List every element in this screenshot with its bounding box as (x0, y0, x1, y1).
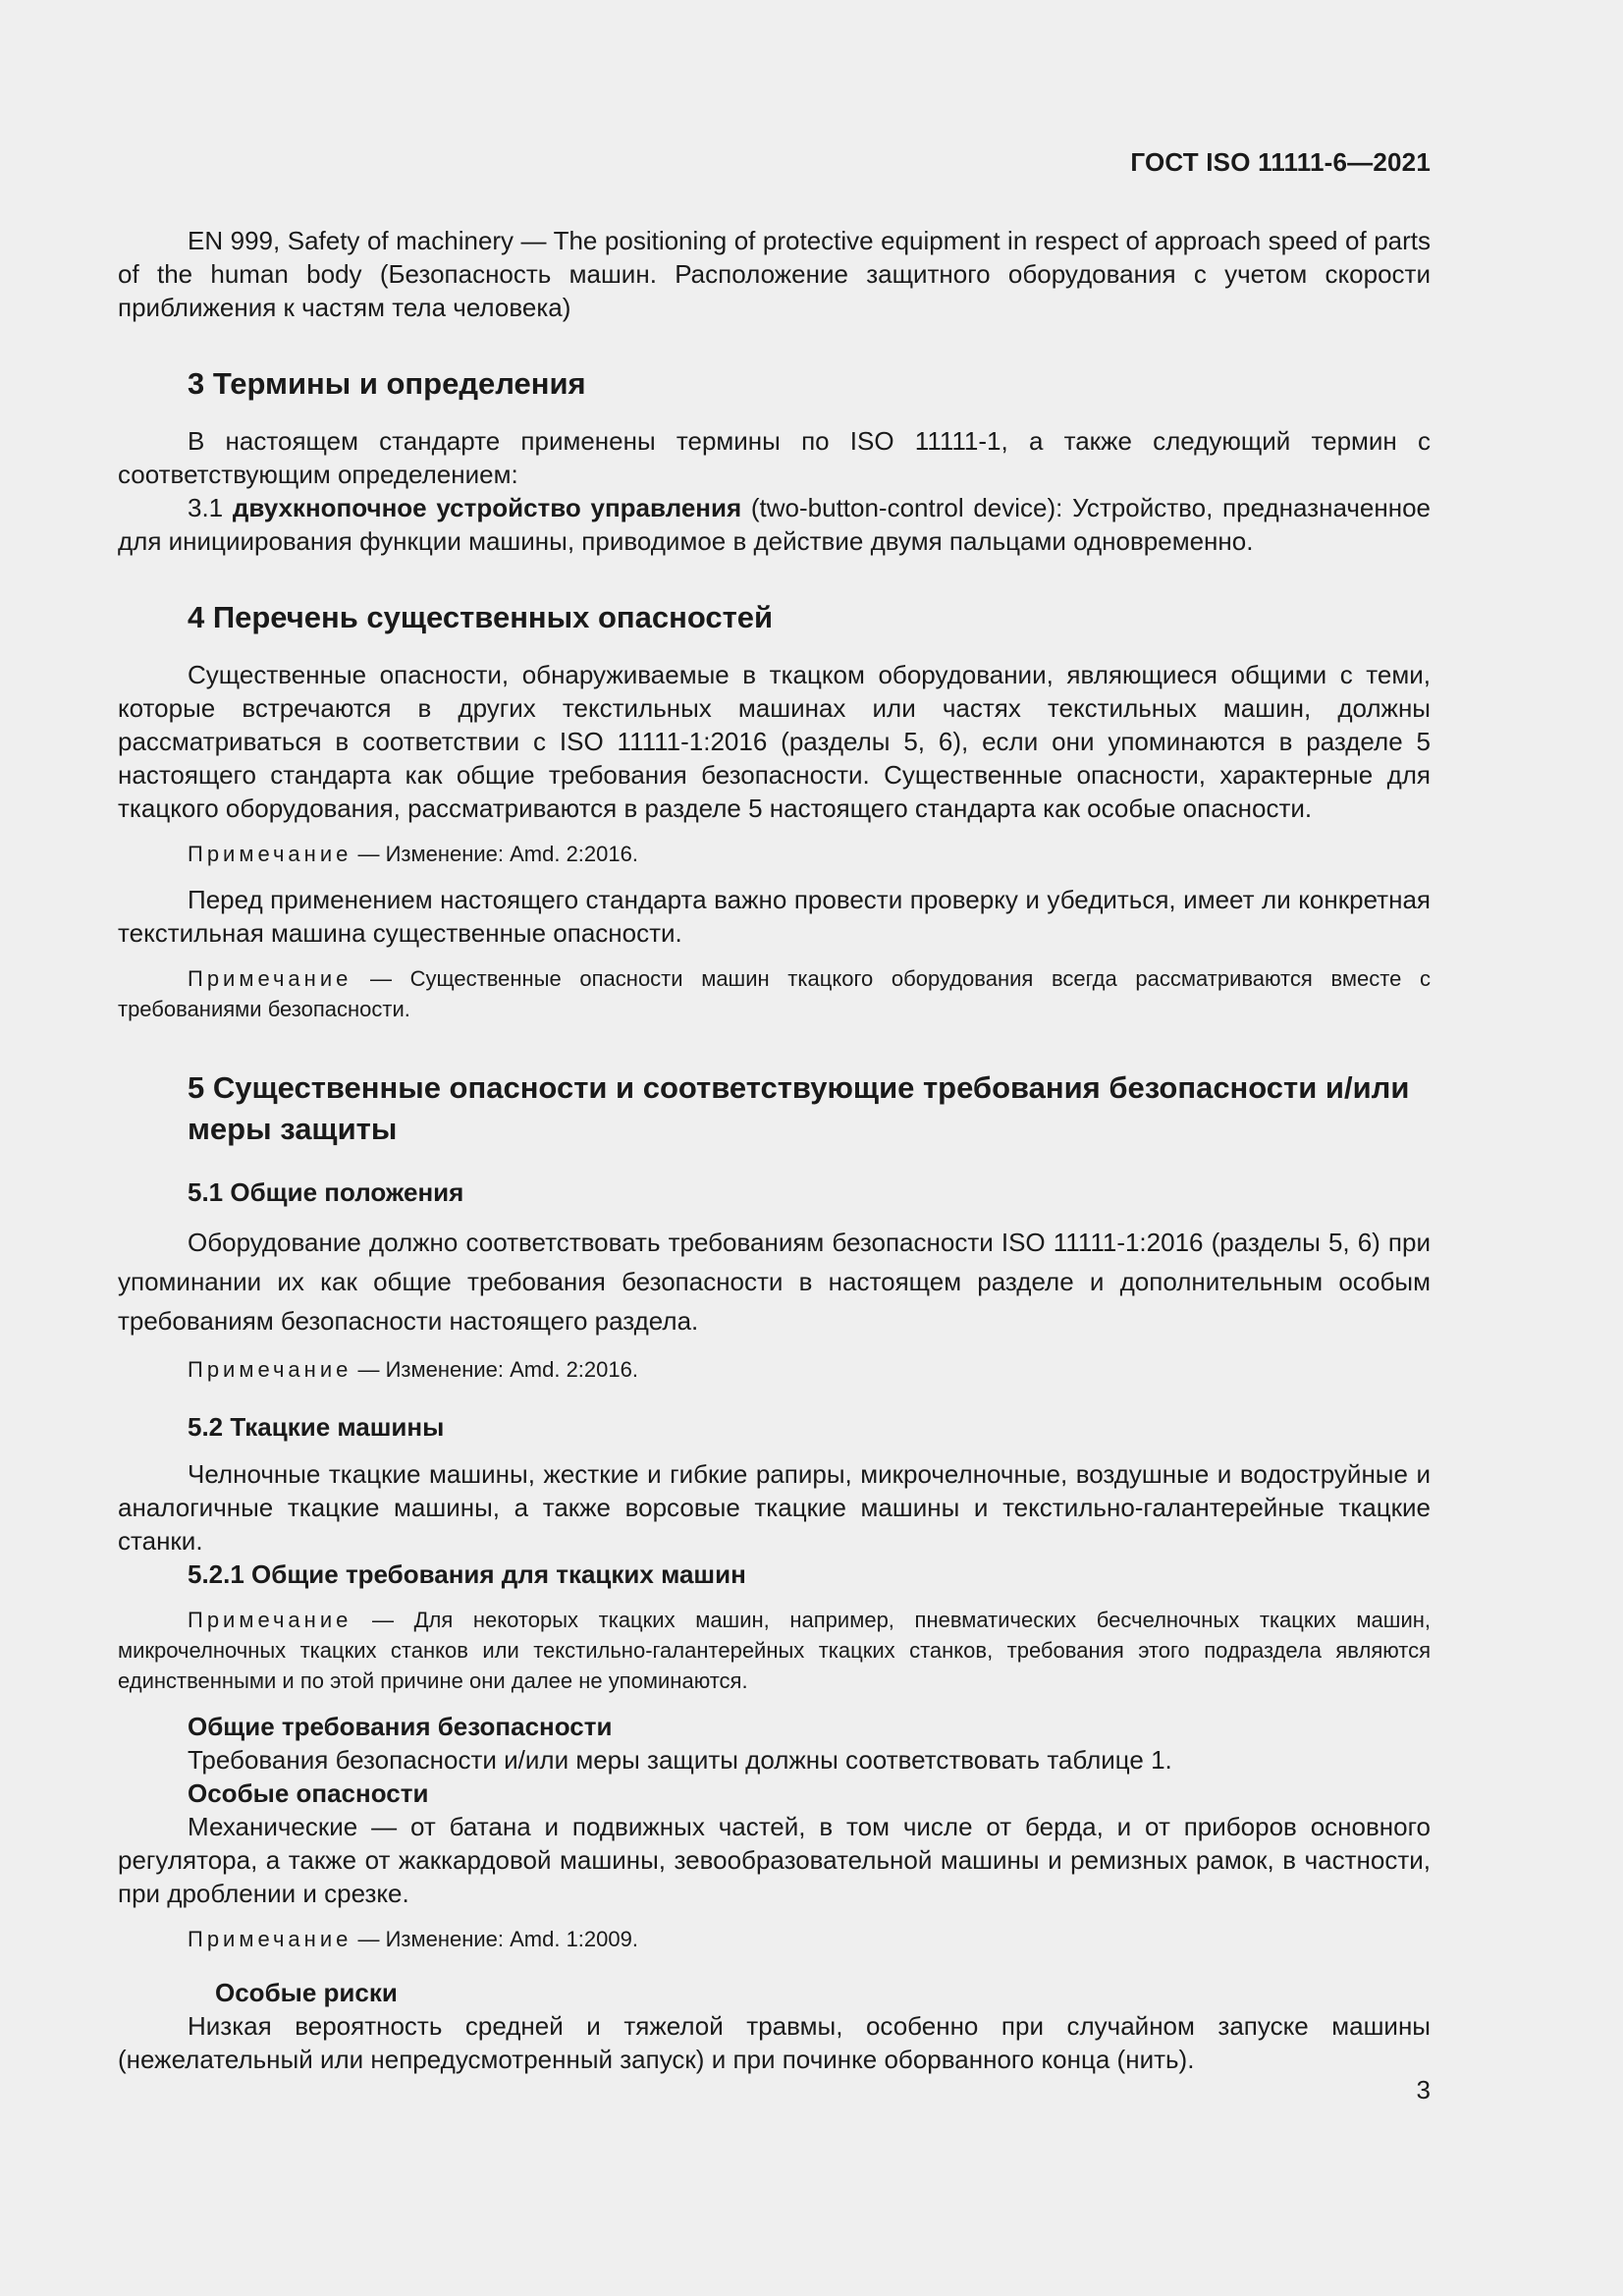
general-requirements-heading: Общие требования безопасности (188, 1712, 613, 1741)
section-3-heading: 3 Термины и определения (188, 366, 586, 401)
special-risks-heading: Особые риски (215, 1978, 398, 2007)
special-hazards-text: Механические — от батана и подвижных частей, в том числе от берда, и от приборов основного регулятора, а также от жаккардовой машины, зевообразовательной машины и ремизных рамок, в частности, при дроблении и срезке. (118, 1812, 1431, 1908)
subsection-5-1-paragraph: Оборудование должно соответствовать требованиям безопасности ISO 11111-1:2016 (разделы 5, 6) при упоминании их как общие требования безопасности в настоящем разделе и дополнительным особым требованиям безопасности настоящего раздела. (118, 1228, 1431, 1336)
section-5-heading: 5 Существенные опасности и соответствующие требования безопасности и/или меры защиты (188, 1070, 1410, 1146)
document-code: ГОСТ ISO 11111-6—2021 (1130, 147, 1431, 177)
note-text: — Изменение: Amd. 2:2016. (352, 1357, 638, 1382)
note-text: — Изменение: Amd. 1:2009. (352, 1927, 638, 1951)
note-text: — Для некоторых ткацких машин, например, пневматических бесчелночных ткацких машин, микрочелночных ткацких станков или текстильно-галантерейных ткацких станков, требования этого подраздела являются единственными и по этой причине они далее не упоминаются. (118, 1608, 1431, 1693)
special-risks-text: Низкая вероятность средней и тяжелой травмы, особенно при случайном запуске машины (нежелательный или непредусмотренный запуск) и при починке оборванного конца (нить). (118, 2011, 1431, 2074)
note-text: — Изменение: Amd. 2:2016. (352, 842, 638, 866)
subsection-5-2-1-heading: 5.2.1 Общие требования для ткацких машин (188, 1559, 746, 1589)
term-name: двухкнопочное устройство управления (232, 493, 742, 522)
general-requirements-text: Требования безопасности и/или меры защиты должны соответствовать таблице 1. (188, 1745, 1172, 1775)
section-4-note-2 (118, 963, 1431, 1024)
subsection-5-2-heading: 5.2 Ткацкие машины (188, 1412, 445, 1442)
note-label: Примечание (188, 966, 352, 991)
subsection-5-1-note (118, 1354, 1431, 1385)
note-text: — Существенные опасности машин ткацкого оборудования всегда рассматриваются вместе с требованиями безопасности. (118, 966, 1431, 1021)
subsection-5-1-heading: 5.1 Общие положения (188, 1177, 464, 1207)
subsection-5-2-paragraph: Челночные ткацкие машины, жесткие и гибкие рапиры, микрочелночные, воздушные и водоструйные и аналогичные ткацкие машины, а также ворсовые ткацкие машины и текстильно-галантерейные ткацкие станки. (118, 1459, 1431, 1556)
special-hazards-note (118, 1924, 1431, 1954)
page-number: 3 (1416, 2075, 1431, 2105)
term-definition-text: (two-button-control device): Устройство, предназначенное для инициирования функции машины, приводимое в действие двумя пальцами одновременно. (118, 493, 1431, 556)
section-4-paragraph-1: Существенные опасности, обнаруживаемые в ткацком оборудовании, являющиеся общими с теми, которые встречаются в других текстильных машинах или частях текстильных машин, должны рассматриваться в соответствии с ISO 11111-1:2016 (разделы 5, 6), если они упоминаются в разделе 5 настоящего стандарта как общие требования безопасности. Существенные опасности, характерные для ткацкого оборудования, рассматриваются в разделе 5 настоящего стандарта как особые опасности. (118, 660, 1431, 823)
reference-en999: EN 999, Safety of machinery — The positioning of protective equipment in respect of approach speed of parts of the human body (Безопасность машин. Расположение защитного оборудования с учетом скорости приближения к частям тела человека) (118, 226, 1431, 322)
section-3-intro: В настоящем стандарте применены термины по ISO 11111-1, а также следующий термин с соответствующим определением: (118, 426, 1431, 489)
note-label: Примечание (188, 1608, 352, 1632)
note-label: Примечание (188, 1357, 352, 1382)
special-hazards-heading: Особые опасности (188, 1778, 429, 1808)
section-4-heading: 4 Перечень существенных опасностей (188, 600, 774, 634)
note-label: Примечание (188, 1927, 352, 1951)
note-label: Примечание (188, 842, 352, 866)
page-content (118, 224, 1431, 2076)
term-definition (118, 491, 1431, 558)
term-number: 3.1 (188, 493, 233, 522)
section-4-paragraph-2: Перед применением настоящего стандарта важно провести проверку и убедиться, имеет ли конкретная текстильная машина существенные опасности. (118, 885, 1431, 948)
section-4-note-1 (118, 839, 1431, 869)
subsection-5-2-1-note (118, 1605, 1431, 1696)
